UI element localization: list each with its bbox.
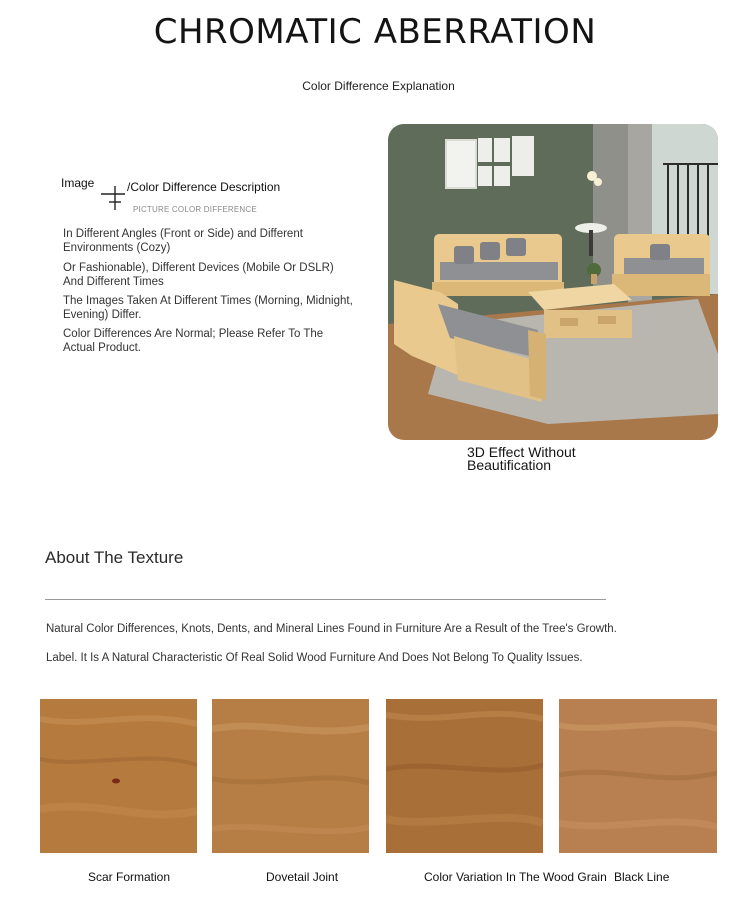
swatch-label: Black Line xyxy=(614,870,670,884)
texture-heading: About The Texture xyxy=(45,548,184,567)
description-paragraph: The Images Taken At Different Times (Morning, Midnight, Evening) Differ. xyxy=(63,295,353,321)
image-label: Image xyxy=(61,176,95,190)
description-paragraph: Or Fashionable), Different Devices (Mobile Or DSLR) And Different Times xyxy=(63,262,334,288)
section-subtitle: Color Difference Explanation xyxy=(302,79,455,93)
texture-description-line: Natural Color Differences, Knots, Dents, and Mineral Lines Found in Furniture Are a Result of the Tree's Growth. xyxy=(46,623,617,635)
bracket-decoration-icon xyxy=(99,184,129,212)
description-paragraph: Color Differences Are Normal; Please Refer To The Actual Product. xyxy=(63,328,324,354)
wood-swatch-scar xyxy=(40,699,197,853)
wood-swatch-grain-variation xyxy=(386,699,543,853)
living-room-photo xyxy=(388,124,718,440)
picture-color-difference-label: PICTURE COLOR DIFFERENCE xyxy=(133,205,257,214)
page-title: CHROMATIC ABERRATION xyxy=(153,12,597,52)
description-paragraph: In Different Angles (Front or Side) and Different Environments (Cozy) xyxy=(63,228,303,254)
photo-caption: 3D Effect Without Beautification xyxy=(467,444,576,473)
color-difference-description-label: /Color Difference Description xyxy=(127,180,281,194)
wood-swatch-dovetail xyxy=(212,699,369,853)
texture-description-line: Label. It Is A Natural Characteristic Of Real Solid Wood Furniture And Does Not Belong To Quality Issues. xyxy=(46,652,583,664)
swatch-label: Dovetail Joint xyxy=(266,870,339,884)
swatch-label: Scar Formation xyxy=(88,870,171,884)
swatch-label: Color Variation In The Wood Grain xyxy=(424,870,607,884)
section-divider xyxy=(45,599,606,600)
wood-swatch-black-line xyxy=(559,699,717,853)
